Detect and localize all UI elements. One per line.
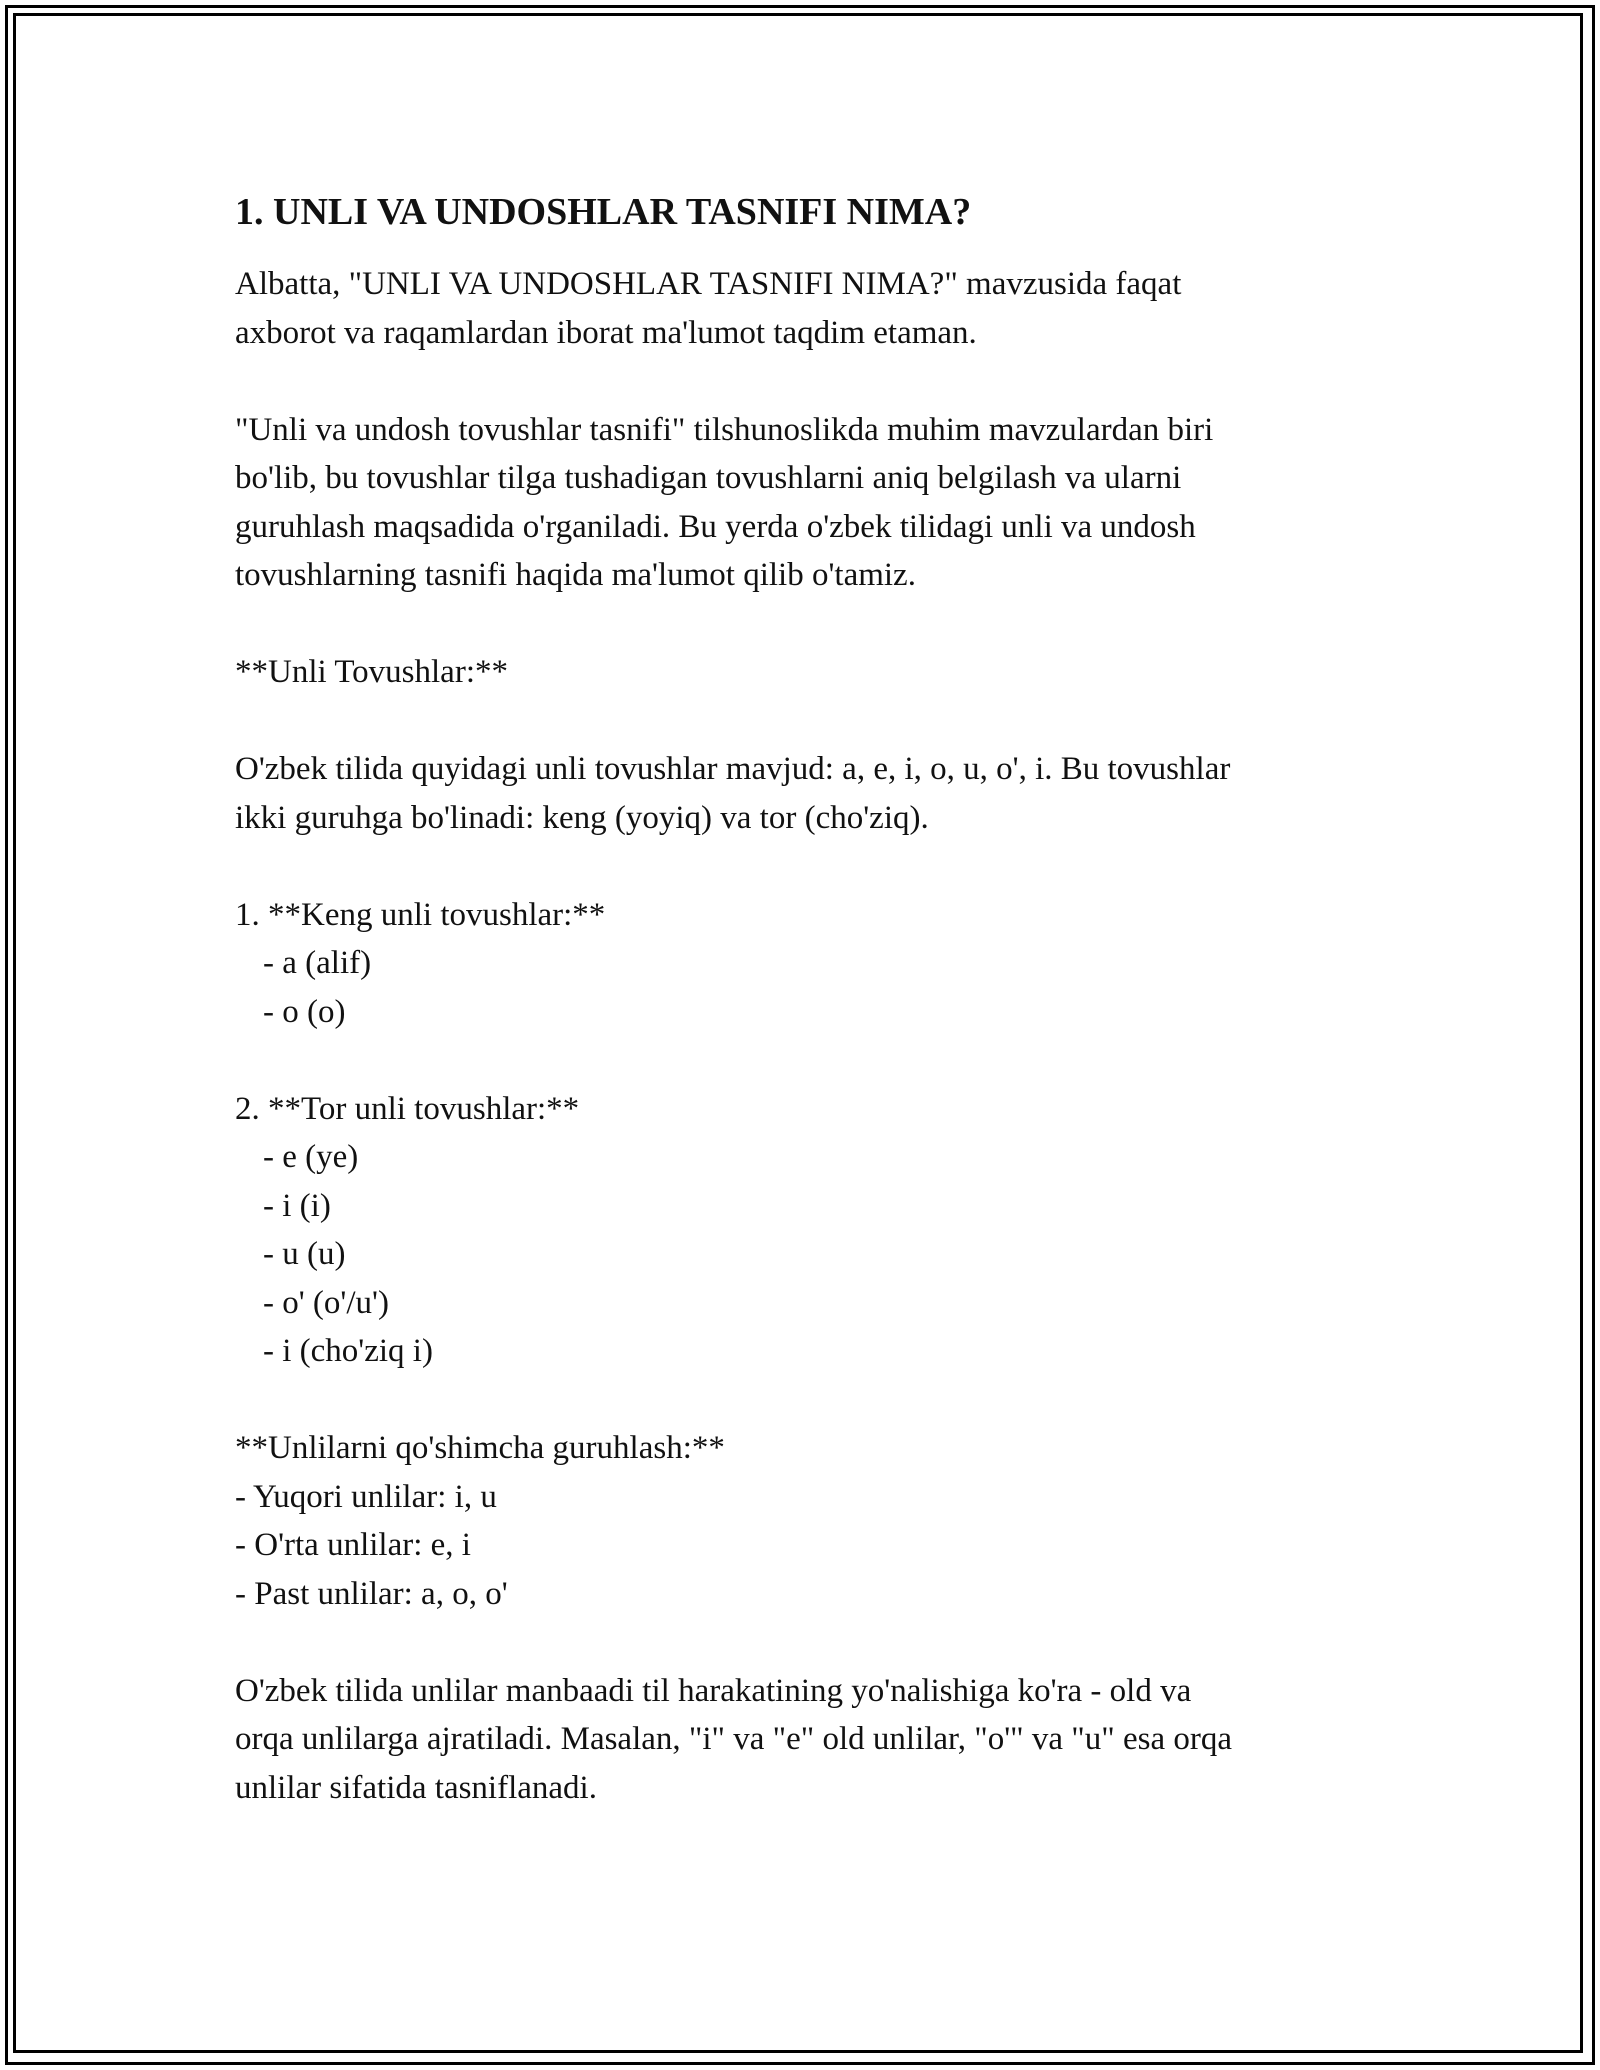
- text-line: axborot va raqamlardan iborat ma'lumot taqdim etaman.: [235, 314, 977, 351]
- heading-text: **Unli Tovushlar:**: [235, 654, 508, 690]
- list-header: 1. **Keng unli tovushlar:**: [235, 896, 606, 933]
- list-item: - a (alif): [263, 945, 372, 981]
- text-line: O'zbek tilida quyidagi unli tovushlar mavjud: a, e, i, o, u, o', i. Bu tovushlar: [235, 751, 1231, 787]
- list-item: - i (cho'ziq i): [263, 1333, 433, 1369]
- text-line: tovushlarning tasnifi haqida ma'lumot qilib o'tamiz.: [235, 557, 916, 593]
- tor-vowels-list: [235, 1085, 1365, 1376]
- text-line: guruhlash maqsadida o'rganiladi. Bu yerda o'zbek tilidagi unli va undosh: [235, 508, 1196, 545]
- list-header: 2. **Tor unli tovushlar:**: [235, 1090, 580, 1127]
- text-line: ikki guruhga bo'linadi: keng (yoyiq) va tor (cho'ziq).: [235, 799, 929, 836]
- overview-paragraph: [235, 406, 1365, 600]
- section-heading-unli: [235, 648, 1365, 697]
- list-item: - u (u): [263, 1236, 346, 1272]
- document-body: [235, 188, 1365, 1861]
- text-line: bo'lib, bu tovushlar tilga tushadigan tovushlarni aniq belgilash va ularni: [235, 460, 1182, 496]
- intro-paragraph: [235, 260, 1365, 357]
- list-item: - Yuqori unlilar: i, u: [235, 1478, 497, 1515]
- text-line: O'zbek tilida unlilar manbaadi til harakatining yo'nalishiga ko'ra - old va: [235, 1672, 1192, 1709]
- list-header: **Unlilarni qo'shimcha guruhlash:**: [235, 1430, 725, 1466]
- list-item: - o (o): [263, 993, 346, 1030]
- list-item: - i (i): [263, 1187, 331, 1224]
- page-title: 1. UNLI VA UNDOSHLAR TASNIFI NIMA?: [235, 191, 972, 233]
- front-back-paragraph: [235, 1667, 1365, 1813]
- keng-vowels-list: [235, 891, 1365, 1037]
- list-item: - e (ye): [263, 1139, 359, 1175]
- text-line: orqa unlilarga ajratiladi. Masalan, "i" va "e" old unlilar, "o'" va "u" esa orqa: [235, 1721, 1232, 1757]
- text-line: "Unli va undosh tovushlar tasnifi" tilshunoslikda muhim mavzulardan biri: [235, 411, 1214, 448]
- list-item: - Past unlilar: a, o, o': [235, 1575, 508, 1612]
- extra-grouping-list: [235, 1424, 1365, 1618]
- list-item: - o' (o'/u'): [263, 1284, 389, 1321]
- list-item: - O'rta unlilar: e, i: [235, 1527, 471, 1563]
- text-line: Albatta, "UNLI VA UNDOSHLAR TASNIFI NIMA?" mavzusida faqat: [235, 266, 1182, 302]
- vowels-paragraph: [235, 745, 1365, 842]
- text-line: unlilar sifatida tasniflanadi.: [235, 1769, 597, 1806]
